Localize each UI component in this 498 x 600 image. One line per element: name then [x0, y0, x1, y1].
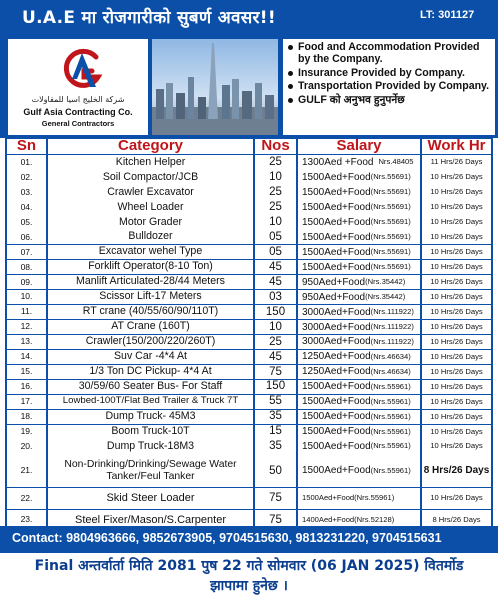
row-work-hours: 10 Hrs/26 Days: [422, 410, 491, 424]
row-salary: [298, 320, 420, 334]
row-category: Crawler(150/200/220/260T): [48, 335, 253, 349]
row-work-hours: 10 Hrs/26 Days: [422, 380, 491, 394]
salary-amount: 1500Aed+Food(Nrs.55961): [302, 493, 395, 503]
row-nos: 25: [255, 185, 296, 199]
row-salary: [298, 260, 420, 274]
row-sn: 09.: [7, 275, 46, 289]
row-nos: 25: [255, 155, 296, 169]
row-salary: [298, 365, 420, 379]
row-sn: 10.: [7, 290, 46, 304]
row-work-hours: 10 Hrs/26 Days: [422, 245, 491, 259]
row-sn: 16.: [7, 380, 46, 394]
row-nos: 10: [255, 170, 296, 184]
row-nos: 35: [255, 410, 296, 424]
row-sn: 07.: [7, 245, 46, 259]
salary-npr-equivalent: (Nrs.111922): [370, 336, 414, 346]
column-header-nos: Nos: [255, 139, 296, 154]
salary-amount: 1250Aed+Food: [302, 366, 371, 378]
row-salary: [298, 155, 420, 169]
row-work-hours: 8 Hrs/26 Days: [422, 510, 491, 531]
row-sn: 19.: [7, 425, 46, 439]
row-nos: 50: [255, 454, 296, 487]
row-nos: 05: [255, 245, 296, 259]
row-nos: 05: [255, 230, 296, 244]
row-salary: [298, 335, 420, 349]
banner-title: U.A.E मा रोजगारीको सुबर्ण अवसर!!: [22, 8, 276, 28]
row-work-hours: 10 Hrs/26 Days: [422, 230, 491, 244]
row-sn: 23.: [7, 510, 46, 531]
company-logo-card: [8, 39, 148, 135]
row-nos: 150: [255, 380, 296, 394]
salary-amount: 1500Aed+Food: [302, 411, 371, 423]
salary-npr-equivalent: (Nrs.55961): [370, 465, 411, 475]
column-header-category: Category: [48, 139, 253, 154]
row-sn: 22.: [7, 488, 46, 509]
salary-npr-equivalent: (Nrs.55961): [370, 411, 411, 421]
row-work-hours: 10 Hrs/26 Days: [422, 335, 491, 349]
row-category: Crawler Excavator: [48, 185, 253, 199]
row-sn: 04.: [7, 200, 46, 214]
row-sn: 12.: [7, 320, 46, 334]
row-category: AT Crane (160T): [48, 320, 253, 334]
salary-npr-equivalent: (Nrs.55961): [370, 441, 411, 451]
row-nos: 25: [255, 200, 296, 214]
row-category: Soil Compactor/JCB: [48, 170, 253, 184]
interview-notice-line1: Final अन्तर्वार्ता मिति 2081 पुष 22 गते सोमवार (06 JAN 2025) वितर्मोड: [34, 558, 464, 574]
salary-amount: 1500Aed+Food: [302, 426, 371, 438]
salary-npr-equivalent: Nrs.48405: [378, 157, 414, 167]
benefit-item: GULF को अनुभव हुनुपर्नेछ: [287, 94, 493, 106]
row-sn: 14.: [7, 350, 46, 364]
row-salary: [298, 425, 420, 439]
salary-amount: 3000Aed+Food: [302, 321, 371, 333]
salary-amount: 950Aed+Food: [302, 291, 366, 303]
row-category: Excavator wehel Type: [48, 245, 253, 259]
salary-amount: 1500Aed+Food: [302, 246, 371, 258]
salary-npr-equivalent: (Nrs.55691): [370, 217, 411, 227]
row-work-hours: 10 Hrs/26 Days: [422, 365, 491, 379]
salary-npr-equivalent: (Nrs.55961): [370, 396, 411, 406]
row-category: Steel Fixer/Mason/S.Carpenter: [48, 510, 253, 531]
salary-amount: 3000Aed+Food: [302, 306, 371, 318]
salary-npr-equivalent: (Nrs.35442): [365, 291, 406, 301]
row-salary: [298, 395, 420, 409]
row-work-hours: 10 Hrs/26 Days: [422, 290, 491, 304]
row-salary: [298, 275, 420, 289]
row-nos: 25: [255, 335, 296, 349]
salary-npr-equivalent: (Nrs.55691): [370, 202, 411, 212]
row-nos: 45: [255, 260, 296, 274]
row-category: 1/3 Ton DC Pickup- 4*4 At: [48, 365, 253, 379]
row-work-hours: 10 Hrs/26 Days: [422, 170, 491, 184]
row-category: Bulldozer: [48, 230, 253, 244]
row-salary: [298, 200, 420, 214]
salary-amount: 1500Aed+Food: [302, 441, 371, 453]
row-work-hours: 10 Hrs/26 Days: [422, 439, 491, 453]
jobs-table: [5, 138, 493, 526]
row-sn: 08.: [7, 260, 46, 274]
row-salary: [298, 290, 420, 304]
salary-amount: 1500Aed+Food: [302, 261, 371, 273]
company-name-arabic: شركة الخليج اسيا للمقاولات: [31, 95, 125, 104]
row-category: Non-Drinking/Drinking/Sewage Water Tanker/Feul Tanker: [48, 454, 253, 487]
row-sn: 17.: [7, 395, 46, 409]
salary-npr-equivalent: (Nrs.55691): [370, 262, 411, 272]
row-salary: [298, 350, 420, 364]
row-sn: 20.: [7, 439, 46, 453]
row-category: RT crane (40/55/60/90/110T): [48, 305, 253, 319]
row-category: Skid Steer Loader: [48, 488, 253, 509]
salary-amount: 1500Aed+Food: [302, 465, 371, 477]
row-salary: [298, 170, 420, 184]
row-category: Forklift Operator(8-10 Ton): [48, 260, 253, 274]
row-salary: [298, 439, 420, 453]
row-work-hours: 10 Hrs/26 Days: [422, 425, 491, 439]
row-sn: 21.: [7, 454, 46, 487]
salary-npr-equivalent: (Nrs.55691): [370, 232, 411, 242]
company-name: Gulf Asia Contracting Co.: [23, 107, 133, 117]
salary-npr-equivalent: (Nrs.55691): [370, 172, 411, 182]
row-category: Motor Grader: [48, 215, 253, 229]
row-salary: [298, 245, 420, 259]
row-work-hours: 10 Hrs/26 Days: [422, 395, 491, 409]
row-salary: [298, 305, 420, 319]
row-sn: 11.: [7, 305, 46, 319]
interview-notice-line2: झापामा हुनेछ ।: [210, 578, 288, 594]
row-sn: 06.: [7, 230, 46, 244]
benefits-list: [283, 39, 495, 135]
salary-npr-equivalent: (Nrs.35442): [365, 277, 406, 286]
row-sn: 01.: [7, 155, 46, 169]
jobs-table-grid: [5, 138, 493, 526]
row-nos: 15: [255, 425, 296, 439]
row-category: Dump Truck-18M3: [48, 439, 253, 453]
row-category: Scissor Lift-17 Meters: [48, 290, 253, 304]
benefit-item: Transportation Provided by Company.: [287, 80, 493, 92]
row-salary: [298, 185, 420, 199]
row-work-hours: 10 Hrs/26 Days: [422, 200, 491, 214]
salary-npr-equivalent: (Nrs.111922): [370, 306, 414, 316]
ga-logo-icon: [60, 47, 106, 93]
row-category: Lowbed-100T/Flat Bed Trailer & Truck 7T: [48, 395, 253, 409]
row-salary: [298, 410, 420, 424]
row-sn: 02.: [7, 170, 46, 184]
salary-amount: 950Aed+Food: [302, 276, 366, 288]
salary-amount: 3000Aed+Food: [302, 336, 371, 348]
salary-npr-equivalent: (Nrs.55691): [370, 247, 411, 257]
salary-npr-equivalent: (Nrs.46634): [370, 351, 411, 361]
salary-amount: 1300Aed +Food: [302, 157, 374, 169]
salary-npr-equivalent: (Nrs.55961): [370, 426, 411, 436]
salary-npr-equivalent: (Nrs.111922): [370, 321, 414, 331]
salary-npr-equivalent: (Nrs.46634): [370, 366, 411, 376]
row-category: 30/59/60 Seater Bus- For Staff: [48, 380, 253, 394]
salary-amount: 1500Aed+Food: [302, 381, 371, 393]
benefit-item: Insurance Provided by Company.: [287, 67, 493, 79]
salary-npr-equivalent: (Nrs.55691): [370, 187, 411, 197]
row-salary: [298, 488, 420, 509]
row-category: Kitchen Helper: [48, 155, 253, 169]
column-header-salary: Salary: [298, 139, 420, 154]
benefit-item: Food and Accommodation Provided by the Company.: [287, 41, 493, 66]
row-sn: 05.: [7, 215, 46, 229]
salary-amount: 1500Aed+Food: [302, 186, 371, 198]
row-work-hours: 10 Hrs/26 Days: [422, 305, 491, 319]
row-salary: [298, 454, 420, 487]
row-work-hours: 10 Hrs/26 Days: [422, 320, 491, 334]
salary-amount: 1500Aed+Food: [302, 231, 371, 243]
row-nos: 75: [255, 510, 296, 531]
company-subtitle: General Contractors: [41, 119, 115, 128]
row-nos: 45: [255, 275, 296, 289]
row-nos: 75: [255, 365, 296, 379]
column-header-work_hr: Work Hr: [422, 139, 491, 154]
dubai-skyline-image: [152, 39, 278, 135]
salary-npr-equivalent: (Nrs.55961): [370, 381, 411, 391]
row-nos: 35: [255, 439, 296, 453]
row-work-hours: 8 Hrs/26 Days: [422, 454, 491, 487]
row-nos: 55: [255, 395, 296, 409]
row-salary: [298, 380, 420, 394]
lt-code: LT: 301127: [420, 9, 475, 21]
row-nos: 45: [255, 350, 296, 364]
row-salary: [298, 215, 420, 229]
row-category: Boom Truck-10T: [48, 425, 253, 439]
salary-amount: 1500Aed+Food: [302, 216, 371, 228]
salary-amount: 1400Aed+Food(Nrs.52128): [302, 514, 395, 524]
contact-numbers: Contact: 9804963666, 9852673905, 9704515630, 9813231220, 9704515631: [12, 531, 442, 545]
row-category: Dump Truck- 45M3: [48, 410, 253, 424]
row-category: Suv Car -4*4 At: [48, 350, 253, 364]
row-nos: 10: [255, 320, 296, 334]
row-work-hours: 10 Hrs/26 Days: [422, 185, 491, 199]
salary-amount: 1500Aed+Food: [302, 201, 371, 213]
row-category: Wheel Loader: [48, 200, 253, 214]
row-category: Manlift Articulated-28/44 Meters: [48, 275, 253, 289]
row-nos: 150: [255, 305, 296, 319]
row-work-hours: 10 Hrs/26 Days: [422, 215, 491, 229]
row-work-hours: 10 Hrs/26 Days: [422, 350, 491, 364]
row-nos: 10: [255, 215, 296, 229]
column-header-sn: Sn: [7, 139, 46, 154]
row-nos: 03: [255, 290, 296, 304]
row-work-hours: 11 Hrs/26 Days: [422, 155, 491, 169]
salary-amount: 1250Aed+Food: [302, 351, 371, 363]
salary-amount: 1500Aed+Food: [302, 396, 371, 408]
row-sn: 03.: [7, 185, 46, 199]
row-salary: [298, 230, 420, 244]
row-work-hours: 10 Hrs/26 Days: [422, 260, 491, 274]
row-sn: 18.: [7, 410, 46, 424]
row-work-hours: 10 Hrs/26 Days: [422, 275, 491, 289]
row-nos: 75: [255, 488, 296, 509]
row-sn: 13.: [7, 335, 46, 349]
salary-amount: 1500Aed+Food: [302, 172, 371, 184]
row-sn: 15.: [7, 365, 46, 379]
row-work-hours: 10 Hrs/26 Days: [422, 488, 491, 509]
